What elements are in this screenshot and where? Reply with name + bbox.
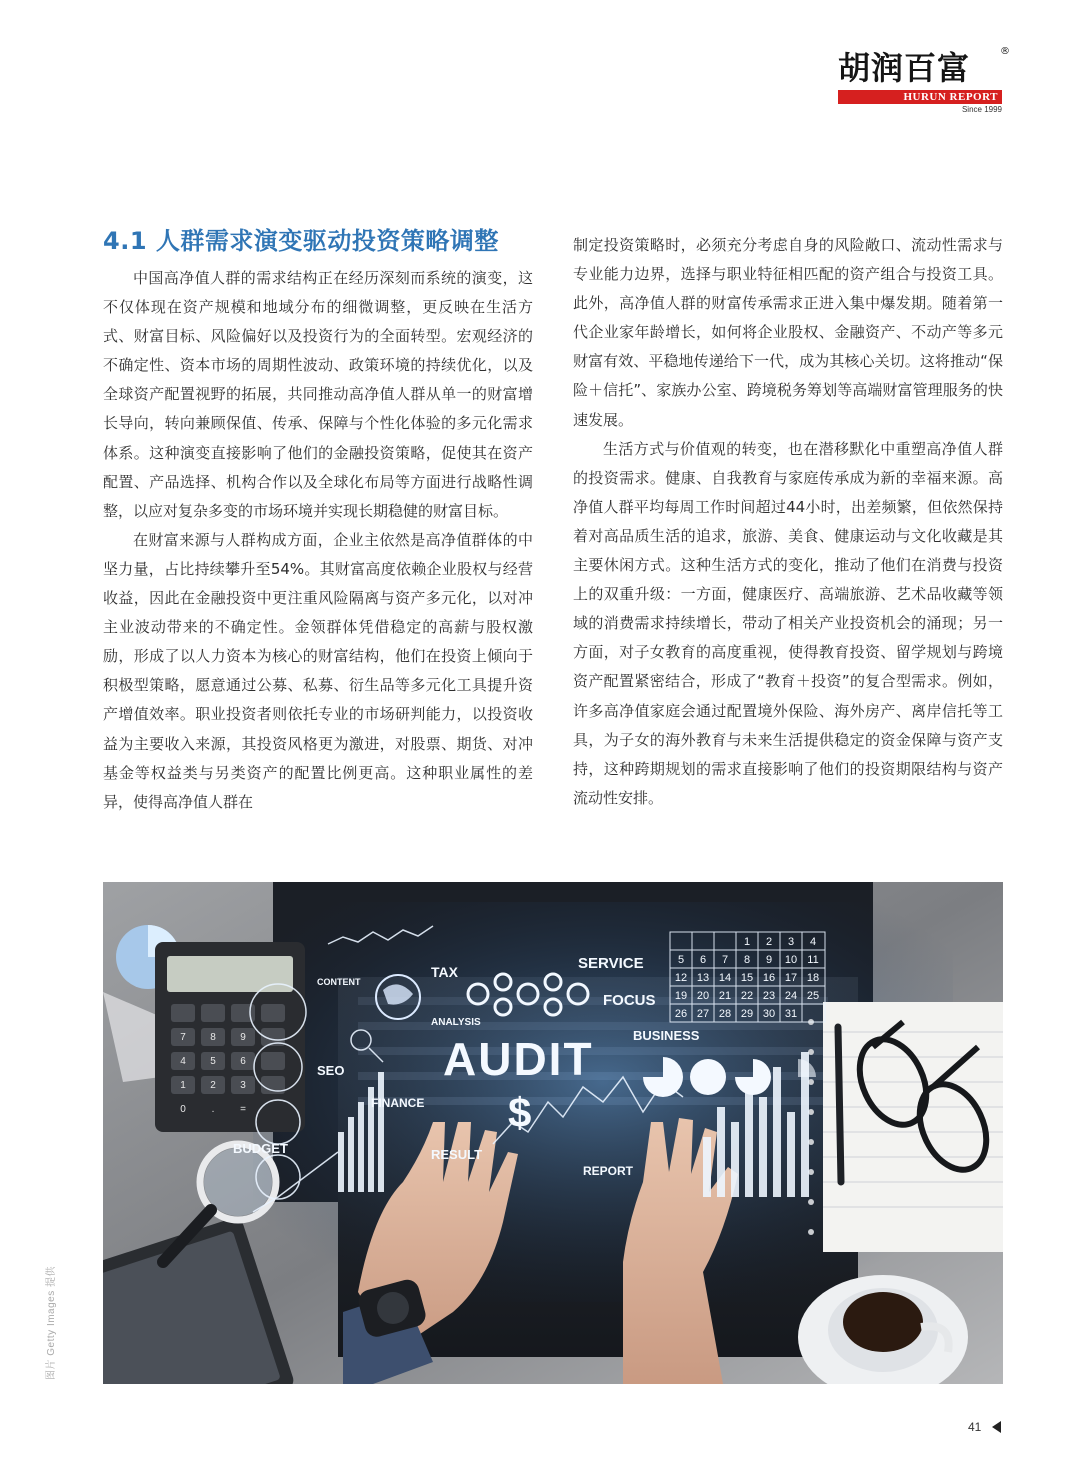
svg-text:20: 20 bbox=[696, 990, 710, 1002]
svg-text:12: 12 bbox=[674, 972, 688, 984]
svg-text:29: 29 bbox=[740, 1008, 754, 1020]
svg-text:25: 25 bbox=[806, 990, 820, 1002]
hurun-logo bbox=[836, 46, 1010, 120]
svg-text:27: 27 bbox=[696, 1008, 710, 1020]
svg-text:26: 26 bbox=[674, 1008, 688, 1020]
svg-text:10: 10 bbox=[784, 954, 798, 966]
svg-text:16: 16 bbox=[762, 972, 776, 984]
svg-text:23: 23 bbox=[762, 990, 776, 1002]
svg-text:11: 11 bbox=[807, 954, 819, 966]
paragraph-continued: 制定投资策略时，必须充分考虑自身的风险敞口、流动性需求与专业能力边界，选择与职业特征相匹配的资产组合与投资工具。此外，高净值人群的财富传承需求正进入集中爆发期。随着第一代企业家年龄增长，如何将企业股权、金融资产、不动产等多元财富有效、平稳地传递给下一代，成为其核心关切。这将推动“保险＋信托”、家族办公室、跨境税务筹划等高端财富管理服务的快速发展。 bbox=[573, 236, 1003, 429]
svg-text:24: 24 bbox=[784, 990, 798, 1002]
section-title: 4.1 人群需求演变驱动投资策略调整 bbox=[103, 227, 499, 255]
logo-chinese-name: 胡润百富 bbox=[838, 49, 971, 87]
seo-label: SEO bbox=[317, 1063, 345, 1078]
svg-text:2: 2 bbox=[765, 936, 773, 948]
calculator bbox=[155, 942, 305, 1132]
svg-text:2: 2 bbox=[210, 1080, 216, 1091]
right-column bbox=[573, 231, 1003, 813]
svg-text:5: 5 bbox=[677, 954, 685, 966]
svg-text:7: 7 bbox=[721, 954, 729, 966]
svg-text:6: 6 bbox=[240, 1056, 246, 1067]
svg-text:31: 31 bbox=[784, 1008, 798, 1020]
svg-text:1: 1 bbox=[180, 1080, 186, 1091]
photo-credit: 图片 Getty Images 提供 bbox=[46, 1265, 57, 1380]
svg-text:=: = bbox=[240, 1104, 246, 1115]
svg-text:1: 1 bbox=[743, 936, 751, 948]
svg-text:17: 17 bbox=[784, 972, 798, 984]
svg-text:18: 18 bbox=[806, 972, 820, 984]
svg-text:7: 7 bbox=[180, 1032, 186, 1043]
result-label: RESULT bbox=[431, 1147, 483, 1162]
budget-label: BUDGET bbox=[233, 1141, 288, 1156]
svg-text:5: 5 bbox=[210, 1056, 216, 1067]
focus-label: FOCUS bbox=[603, 992, 656, 1009]
svg-text:28: 28 bbox=[718, 1008, 732, 1020]
finance-label: FINANCE bbox=[371, 1096, 425, 1110]
dollar-label: $ bbox=[508, 1089, 532, 1136]
content-label: CONTENT bbox=[317, 977, 361, 987]
svg-text:19: 19 bbox=[674, 990, 688, 1002]
paragraph: 中国高净值人群的需求结构正在经历深刻而系统的演变，这不仅体现在资产规模和地域分布的细微调整，更反映在生活方式、财富目标、风险偏好以及投资行为的全面转型。宏观经济的不确定性、资本市场的周期性波动、政策环境的持续优化，以及全球资产配置视野的拓展，共同推动高净值人群从单一的财富增长导向，转向兼顾保值、传承、保障与个性化体验的多元化需求体系。这种演变直接影响了他们的金融投资策略，促使其在资产配置、产品选择、机构合作以及全球化布局等方面进行战略性调整，以应对复杂多变的市场环境并实现长期稳健的财富目标。 bbox=[103, 269, 533, 520]
paragraph: 在财富来源与人群构成方面，企业主依然是高净值群体的中坚力量，占比持续攀升至54%。其财富高度依赖企业股权与经营收益，因此在金融投资中更注重风险隔离与资产多元化，以对冲主业波动带来的不确定性。金领群体凭借稳定的高薪与股权激励，形成了以人力资本为核心的财富结构，他们在投资上倾向于积极型策略，愿意通过公募、私募、衍生品等多元化工具提升资产增值效率。职业投资者则依托专业的市场研判能力，以投资收益为主要收入来源，其投资风格更为激进，对股票、期货、对冲基金等权益类与另类资产的配置比例更高。这种职业属性的差异，使得高净值人群在 bbox=[103, 530, 533, 811]
svg-text:.: . bbox=[211, 1104, 215, 1115]
svg-text:0: 0 bbox=[180, 1104, 186, 1115]
audit-label: AUDIT bbox=[443, 1033, 594, 1085]
svg-text:6: 6 bbox=[699, 954, 707, 966]
svg-text:9: 9 bbox=[240, 1032, 246, 1043]
svg-text:30: 30 bbox=[762, 1008, 776, 1020]
svg-text:22: 22 bbox=[740, 990, 754, 1002]
analysis-label: ANALYSIS bbox=[431, 1017, 481, 1028]
svg-text:3: 3 bbox=[240, 1080, 246, 1091]
svg-text:21: 21 bbox=[718, 990, 732, 1002]
svg-text:4: 4 bbox=[809, 936, 817, 948]
svg-text:14: 14 bbox=[718, 972, 732, 984]
service-label: SERVICE bbox=[578, 955, 644, 972]
business-label: BUSINESS bbox=[633, 1028, 700, 1043]
logo-english-name: HURUN REPORT bbox=[838, 90, 1002, 104]
svg-text:13: 13 bbox=[696, 972, 710, 984]
svg-text:4: 4 bbox=[180, 1056, 186, 1067]
logo-since: Since 1999 bbox=[961, 105, 1002, 114]
page-number: 41 bbox=[968, 1420, 982, 1434]
audit-photo bbox=[103, 882, 1003, 1384]
report-label: REPORT bbox=[583, 1164, 634, 1178]
left-column bbox=[103, 224, 533, 817]
svg-text:15: 15 bbox=[740, 972, 754, 984]
svg-text:8: 8 bbox=[743, 954, 751, 966]
page-arrow-icon bbox=[992, 1421, 1001, 1433]
svg-text:8: 8 bbox=[210, 1032, 216, 1043]
paragraph: 生活方式与价值观的转变，也在潜移默化中重塑高净值人群的投资需求。健康、自我教育与家庭传承成为新的幸福来源。高净值人群平均每周工作时间超过44小时，出差频繁，但依然保持着对高品质生活的追求，旅游、美食、健康运动与文化收藏是其主要休闲方式。这种生活方式的变化，推动了他们在消费与投资上的双重升级：一方面，健康医疗、高端旅游、艺术品收藏等领域的消费需求持续增长，带动了相关产业投资机会的涌现；另一方面，对子女教育的高度重视，使得教育投资、留学规划与跨境资产配置紧密结合，形成了“教育＋投资”的复合型需求。例如，许多高净值家庭会通过配置境外保险、海外房产、离岸信托等工具，为子女的海外教育与未来生活提供稳定的资金保障与资产支持，这种跨期规划的需求直接影响了他们的投资期限结构与资产流动性安排。 bbox=[573, 439, 1003, 807]
svg-text:3: 3 bbox=[787, 936, 795, 948]
tax-label: TAX bbox=[431, 964, 458, 980]
logo-registered-mark: ® bbox=[1000, 46, 1010, 57]
svg-text:9: 9 bbox=[765, 954, 773, 966]
